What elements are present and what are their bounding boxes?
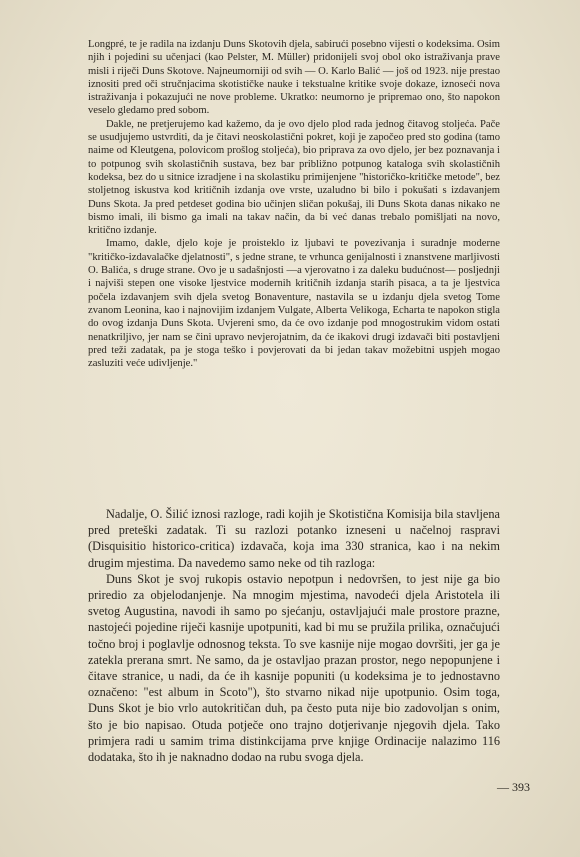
quoted-passage — [88, 38, 500, 370]
main-paragraph-2: Duns Skot je svoj rukopis ostavio nepotpun i nedovršen, to jest nije ga bio priredio za objelodanjenje. Na mnogim mjestima, navodeći djela Aristotela ili svetog Augustina, navodi ih samo po sjećanju, ostavljajući male prostore prazne, nastojeći pojedine riječi kasnije upotpuniti, kad bi mu se pružila prilika, označujući točno broj i poglavlje odnosnog teksta. To sve kasnije nije mogao dovršiti, jer ga je zatekla prerana smrt. Ne samo, da je ostavljao prazan prostor, nego nepopunjene i čitave stranice, u nadi, da će ih kasnije popuniti (u kodeksima je to jednostavno označeno: "est album in Scoto"), što stvarno nikad nije upotpunio. Osim toga, Duns Skot je bio vrlo autokritičan duh, pa često puta nije bio zadovoljan s onim, što je bio napisao. Otuda potječe ono trajno dotjerivanje njegovih djela. Tako primjera radi u samim trima distinkcijama prve knjige Ordinacije nalazimo 116 dodataka, što ih je naknadno dodao na rubu svoga djela. — [88, 571, 500, 765]
main-text — [88, 506, 500, 765]
main-paragraph-1: Nadalje, O. Šilić iznosi razloge, radi kojih je Skotistična Komisija bila stavljena pred preteški zadatak. Ti su razlozi potanko izneseni u načelnoj raspravi (Disquisitio historico-critica) izdavača, koja ima 330 stranica, kao i na nekim drugim mjestima. Da navedemo samo neke od tih razloga: — [88, 507, 500, 570]
quote-paragraph-3: Imamo, dakle, djelo koje je proisteklo iz ljubavi te povezivanja i suradnje moderne "kritičko-izdavalačke djelatnosti", s jedne strane, te vrhunca genijalnosti i znanstvene marljivosti O. Balića, s druge strane. Ovo je u sadašnjosti —a vjerovatno i za daleku budućnost— posljednji i najviši stepen one visoke ljestvice modernih kritičnih izdanja starih pisaca, a ta je ljestvica počela izdavanjem svih djela svetog Bonaventure, nastavila se u izdanju djela svetog Tome zvanom Leonina, kao i najnovijim izdanjem Vulgate, Alberta Velikoga, Echarta te napokon stigla do ovog izdanja Duns Skota. Uvjereni smo, da će ovo izdanje pod mnogostrukim vidom ostati nenatkriljivo, jer nam se čini upravo nevjerojatnim, da će ikakovi drugi izdavači biti postavljeni pred teži zadatak, pa je stoga teško i povjerovati da bi jedan takav možebitni uspjeh mogao zasluziti veće udivljenje." — [88, 238, 500, 370]
quote-paragraph-1: Longpré, te je radila na izdanju Duns Skotovih djela, sabirući posebno vijesti o kodeksima. Osim njih i pojedini su učenjaci (kao Pelster, M. Müller) pridonijeli svoj obol oko istraživanja prave misli i riječi Duns Skotove. Najneumorniji od svih — O. Karlo Balić — još od 1923. nije prestao iznositi pred oči stručnjacima skotističke nauke i tekstualne kritike svoje dokaze, iznoseći nova istraživanja i pokazujući ne nove probleme. Ukratko: neumorno je pripremao ono, što napokon veselo gledamo pred sobom. — [88, 39, 500, 117]
quote-paragraph-2: Dakle, ne pretjerujemo kad kažemo, da je ovo djelo plod rada jednog čitavog stoljeća. Pače se usudjujemo ustvrditi, da je čitavi neoskolastični pokret, koji je započeo pred sto godina (tamo naime od Kleutgena, polovicom prošlog stoljeća), bio priprava za ovo djelo, jer bez poznavanja i to potpunog svih skolastičnih sustava, bez bar približno potpunog kataloga svih skolastičnih kodeksa, bez do u sitnice izradjene i na skolastiku primijenjene "historičko-kritičke metode", bez stoljetnog iskustva kod kritičnih izdanja ove vrste, uzaludno bi bilo i pokušati s izdavanjem Duns Skota. Ja pred petdeset godina bio učinjen sličan pokušaj, ili Duns Skota danas nikako ne bismo imali, ili bismo ga imali na takav način, da bi već danas trebalo pomišljati na novo, kritično izdanje. — [88, 118, 500, 237]
page-number: — 393 — [497, 780, 530, 794]
